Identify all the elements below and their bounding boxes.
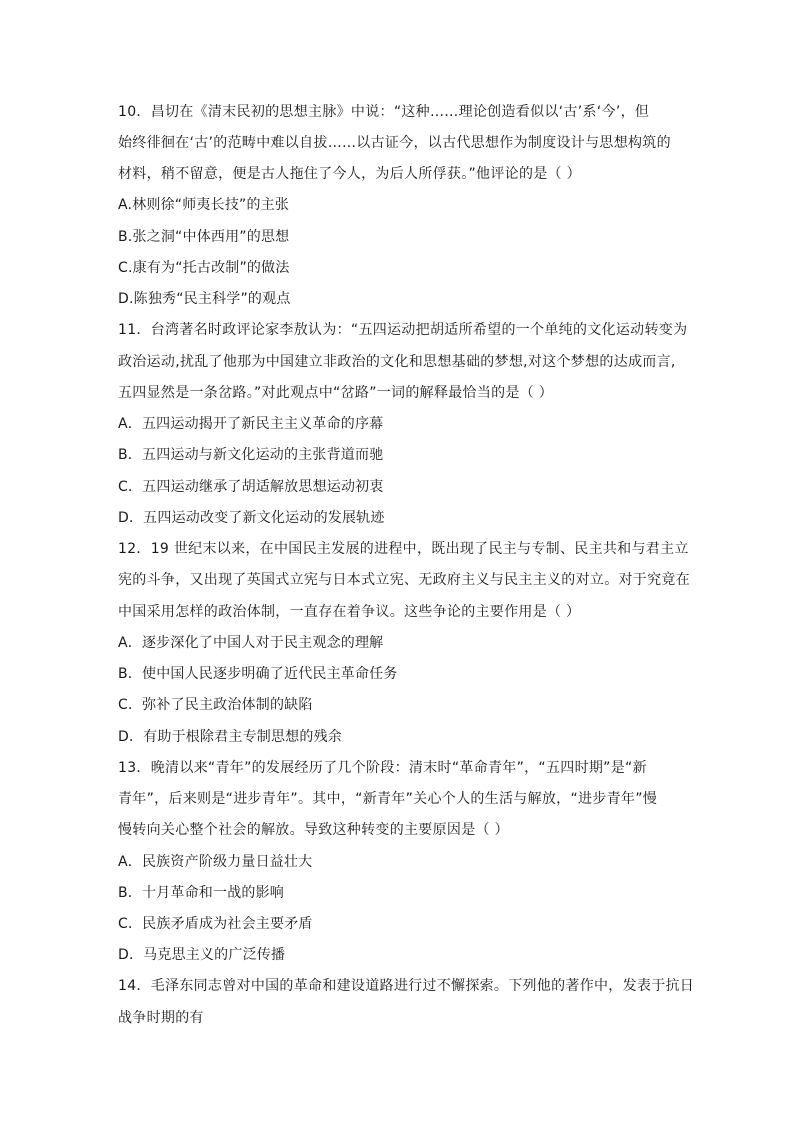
question-text-line: 11．台湾著名时政评论家李敖认为：“五四运动把胡适所希望的一个单纯的文化运动转变为	[118, 322, 688, 338]
question-text-line: 政治运动,扰乱了他那为中国建立非政治的文化和思想基础的梦想,对这个梦想的达成而言,	[118, 354, 676, 370]
question-text-line: 战争时期的有	[118, 1010, 204, 1026]
option-a: A．五四运动揭开了新民主主义革命的序幕	[118, 416, 384, 432]
question-text-line: 13．晚清以来“青年”的发展经历了几个阶段：清末时“革命青年”，“五四时期”是“新	[118, 760, 647, 776]
question-text-line: 12．19 世纪末以来，在中国民主发展的进程中，既出现了民主与专制、民主共和与君主立	[118, 541, 689, 557]
option-a: A．民族资产阶级力量日益壮大	[118, 854, 313, 870]
question-text-line: 材料，稍不留意，便是古人拖住了今人，为后人所俘获。”他评论的是（ ）	[118, 166, 581, 182]
option-a: A．逐步深化了中国人对于民主观念的理解	[118, 635, 384, 651]
question-text-line: 14．毛泽东同志曾对中国的革命和建设道路进行过不懈探索。下列他的著作中，发表于抗日	[118, 978, 695, 994]
option-d: D.陈独秀“民主科学”的观点	[118, 291, 291, 307]
question-text-line: 五四显然是一条岔路。”对此观点中“岔路”一词的解释最恰当的是（ ）	[118, 385, 554, 401]
question-text-line: 10．昌切在《清末民初的思想主脉》中说：“这种……理论创造看似以‘古’系‘今’，但	[118, 104, 650, 120]
option-d: D．五四运动改变了新文化运动的发展轨迹	[118, 510, 385, 526]
option-b: B.张之洞“中体西用”的思想	[118, 229, 290, 245]
option-c: C.康有为“托古改制”的做法	[118, 260, 290, 276]
option-c: C．民族矛盾成为社会主要矛盾	[118, 916, 313, 932]
option-c: C．五四运动继承了胡适解放思想运动初衷	[118, 479, 384, 495]
question-text-line: 青年”，后来则是“进步青年”。其中，“新青年”关心个人的生活与解放，“进步青年”慢	[118, 791, 658, 807]
question-text-line: 始终徘徊在‘古’的范畴中难以自拔……以古证今，以古代思想作为制度设计与思想构筑的	[118, 135, 671, 151]
option-b: B．使中国人民逐步明确了近代民主革命任务	[118, 666, 398, 682]
question-text-line: 宪的斗争，又出现了英国式立宪与日本式立宪、无政府主义与民主主义的对立。对于究竟在	[118, 572, 690, 588]
option-a: A.林则徐“师夷长技”的主张	[118, 197, 290, 213]
question-text-line: 慢转向关心整个社会的解放。导致这种转变的主要原因是（ ）	[118, 822, 509, 838]
option-c: C．弥补了民主政治体制的缺陷	[118, 697, 313, 713]
option-b: B．十月革命和一战的影响	[118, 885, 285, 901]
option-d: D．马克思主义的广泛传播	[118, 947, 286, 963]
option-b: B．五四运动与新文化运动的主张背道而驰	[118, 447, 384, 463]
option-d: D．有助于根除君主专制思想的残余	[118, 729, 342, 745]
question-text-line: 中国采用怎样的政治体制，一直存在着争议。这些争论的主要作用是（ ）	[118, 604, 581, 620]
